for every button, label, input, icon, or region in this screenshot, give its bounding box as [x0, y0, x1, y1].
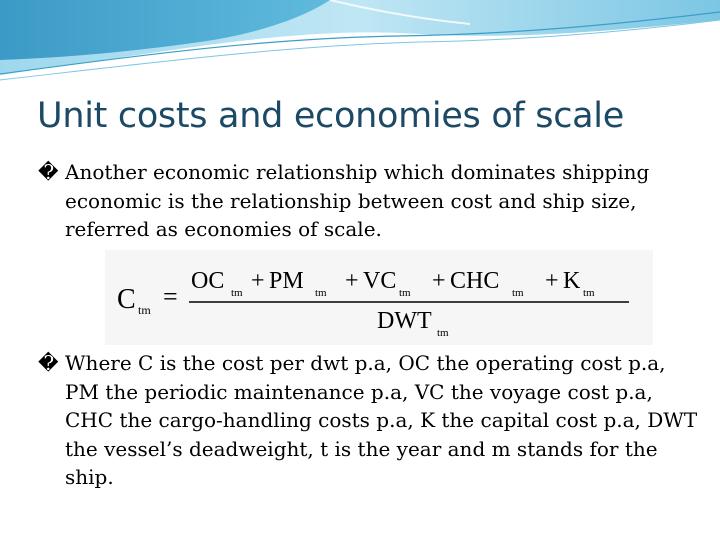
paragraph-intro-text: Another economic relationship which dominates shipping economic is the relationship between cost and ship size, referred as economies of scale.: [65, 160, 650, 241]
formula-op-4: +: [545, 268, 559, 294]
slide-title: Unit costs and economies of scale: [37, 96, 624, 136]
formula-term-pm: PM: [269, 268, 304, 294]
formula-term-vc: VC: [363, 268, 397, 294]
header-wave-decoration: [0, 0, 720, 90]
formula-term-chc: CHC: [450, 268, 500, 294]
formula-lhs: C: [117, 284, 136, 315]
formula-denominator: DWT: [377, 308, 432, 334]
formula-equals: =: [163, 282, 178, 311]
formula-term-pm-sub: tm: [315, 287, 327, 299]
formula-denominator-sub: tm: [437, 327, 449, 339]
formula-op-1: +: [251, 268, 265, 294]
formula-term-chc-sub: tm: [512, 287, 524, 299]
paragraph-definitions: [38, 349, 698, 492]
formula-term-oc-sub: tm: [231, 287, 243, 299]
bullet-glyph: �: [38, 160, 59, 184]
formula-term-oc: OC: [191, 268, 225, 294]
formula-image: [105, 250, 653, 345]
paragraph-intro: [38, 158, 698, 244]
bullet-glyph: �: [38, 351, 59, 375]
formula-term-vc-sub: tm: [399, 287, 411, 299]
formula-term-k: K: [563, 268, 581, 294]
formula-lhs-sub: tm: [138, 303, 151, 317]
formula-term-k-sub: tm: [583, 287, 595, 299]
paragraph-definitions-text: Where C is the cost per dwt p.a, OC the operating cost p.a, PM the periodic maintenance p.a, VC the voyage cost p.a, CHC the cargo-handling costs p.a, K the capital cost p.a, DWT the vessel’s deadweight, t is the year and m stands for the ship.: [65, 351, 698, 489]
unit-cost-formula: [105, 250, 653, 345]
formula-op-2: +: [345, 268, 359, 294]
formula-op-3: +: [432, 268, 446, 294]
